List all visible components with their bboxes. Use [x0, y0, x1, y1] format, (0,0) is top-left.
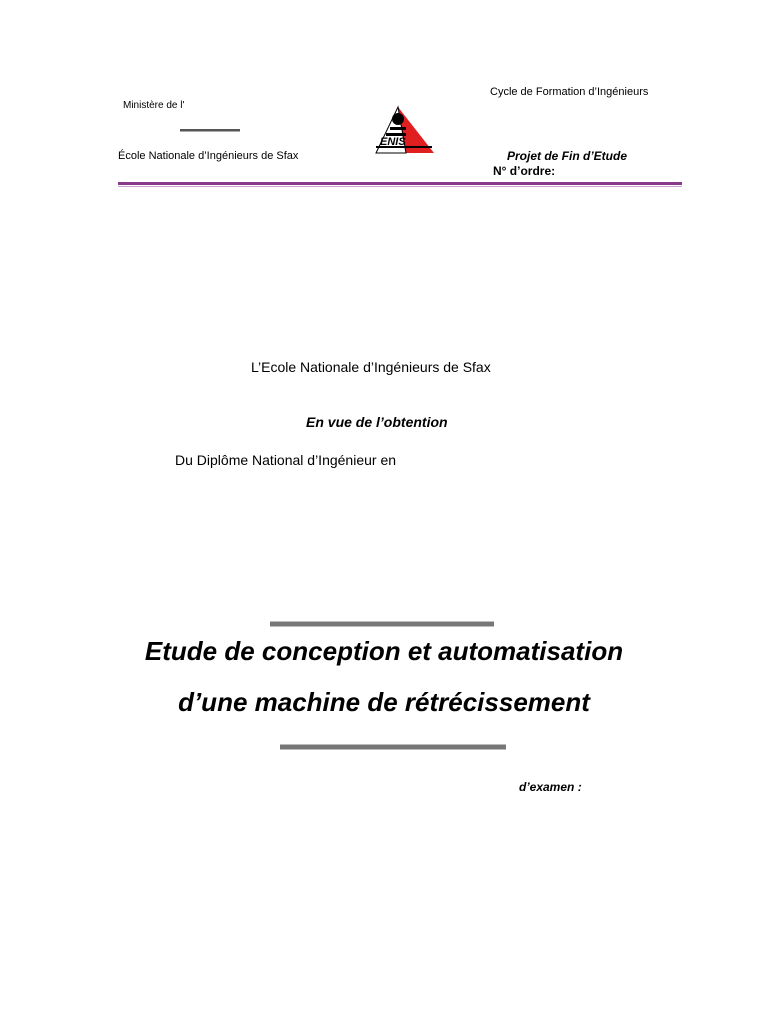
- header-divider-shadow: [118, 186, 682, 187]
- diploma-label: Du Diplôme National d’Ingénieur en: [175, 452, 397, 468]
- ministry-divider: [180, 129, 240, 132]
- enis-logo: [372, 105, 436, 157]
- svg-text:ENIS: ENIS: [380, 136, 406, 148]
- title-divider-bottom: [280, 744, 506, 750]
- obtention-label: En vue de l’obtention: [306, 414, 448, 430]
- cycle-label: Cycle de Formation d’Ingénieurs: [490, 86, 649, 98]
- title-divider-top: [270, 621, 494, 627]
- order-number-label: N° d’ordre:: [493, 164, 556, 178]
- school-name: L’Ecole Nationale d’Ingénieurs de Sfax: [251, 359, 491, 375]
- title-line-2: d’une machine de rétrécissement: [178, 687, 590, 717]
- exam-label: d’examen :: [519, 780, 582, 794]
- header-divider: [118, 182, 682, 185]
- project-label: Projet de Fin d’Etude: [507, 149, 628, 163]
- title-line-1: Etude de conception et automatisation: [144, 636, 624, 666]
- school-name-header: École Nationale d’Ingénieurs de Sfax: [118, 150, 299, 162]
- ministry-label: Ministère de l': [123, 100, 185, 111]
